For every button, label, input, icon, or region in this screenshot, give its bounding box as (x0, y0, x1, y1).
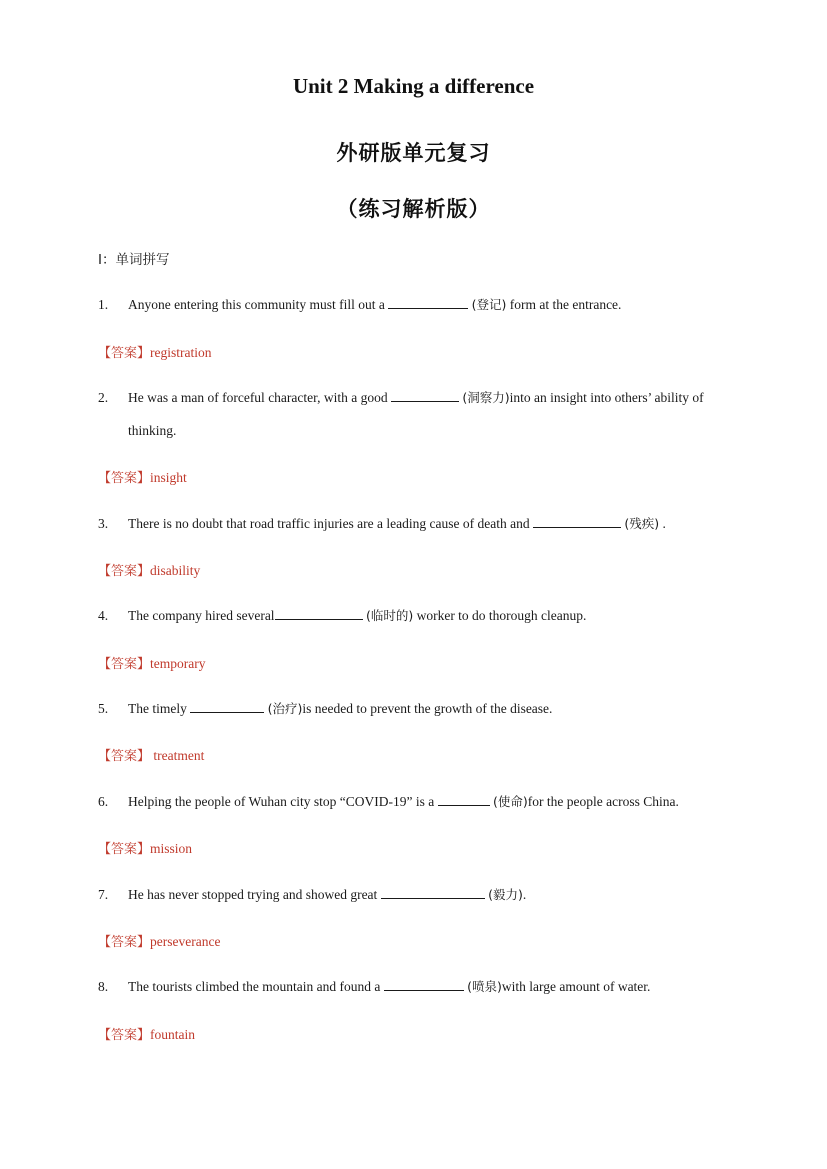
question-number: 1. (98, 297, 109, 312)
question-number: 7. (98, 887, 109, 902)
answer-tag: 【答案】 (98, 749, 151, 764)
answer-tag: 【答案】 (98, 346, 151, 361)
question-text: Helping the people of Wuhan city stop “COVID-19” is a (使命)for the people across China. (128, 785, 738, 818)
answer-word: mission (150, 841, 193, 856)
answer-word: insight (150, 470, 187, 485)
question-text: The timely (治疗)is needed to prevent the growth of the disease. (128, 692, 738, 725)
question-item (98, 288, 738, 321)
question-item (98, 507, 738, 540)
question-text: He was a man of forceful character, with a good (洞察力)into an insight into others’ ability of thinking. (128, 381, 738, 447)
question-number: 8. (98, 979, 109, 994)
section-heading: I：单词拼写 (98, 252, 170, 268)
answer-blank (388, 294, 468, 309)
answer-word: disability (150, 563, 201, 578)
question-item (98, 970, 738, 1003)
answer-line (98, 342, 212, 361)
answer-tag: 【答案】 (98, 657, 151, 672)
question-number: 2. (98, 390, 109, 405)
answer-word: fountain (150, 1027, 196, 1042)
answer-word: treatment (150, 748, 205, 763)
answer-tag: 【答案】 (98, 471, 151, 486)
document-title: Unit 2 Making a difference (292, 74, 535, 98)
answer-blank (391, 387, 459, 402)
question-text: Anyone entering this community must fill out a (登记) form at the entrance. (128, 288, 738, 321)
answer-word: perseverance (150, 934, 221, 949)
answer-tag: 【答案】 (98, 1028, 151, 1043)
answer-line (98, 745, 204, 764)
answer-blank (533, 513, 621, 528)
question-text: He has never stopped trying and showed great (毅力). (128, 878, 738, 911)
question-number: 3. (98, 516, 109, 531)
answer-word: registration (150, 345, 212, 360)
question-number: 6. (98, 794, 109, 809)
answer-line (98, 1024, 195, 1043)
question-item (98, 878, 738, 911)
document-edition: （练习解析版） (336, 197, 491, 221)
answer-word: temporary (150, 656, 206, 671)
answer-blank (275, 605, 363, 620)
answer-line (98, 931, 220, 950)
question-item (98, 381, 738, 447)
question-number: 4. (98, 608, 109, 623)
answer-tag: 【答案】 (98, 935, 151, 950)
question-text: The tourists climbed the mountain and found a (喷泉)with large amount of water. (128, 970, 738, 1003)
answer-line (98, 838, 192, 857)
answer-blank (190, 698, 264, 713)
answer-blank (438, 791, 490, 806)
answer-blank (384, 976, 464, 991)
answer-tag: 【答案】 (98, 842, 151, 857)
question-number: 5. (98, 701, 109, 716)
question-item (98, 785, 738, 818)
question-item (98, 692, 738, 725)
answer-blank (381, 884, 485, 899)
answer-line (98, 467, 187, 486)
answer-tag: 【答案】 (98, 564, 151, 579)
question-text: There is no doubt that road traffic injuries are a leading cause of death and (残疾) . (128, 507, 738, 540)
question-item (98, 599, 738, 632)
question-text: The company hired several (临时的) worker to do thorough cleanup. (128, 599, 738, 632)
answer-line (98, 560, 200, 579)
answer-line (98, 653, 206, 672)
document-subtitle: 外研版单元复习 (336, 141, 491, 165)
